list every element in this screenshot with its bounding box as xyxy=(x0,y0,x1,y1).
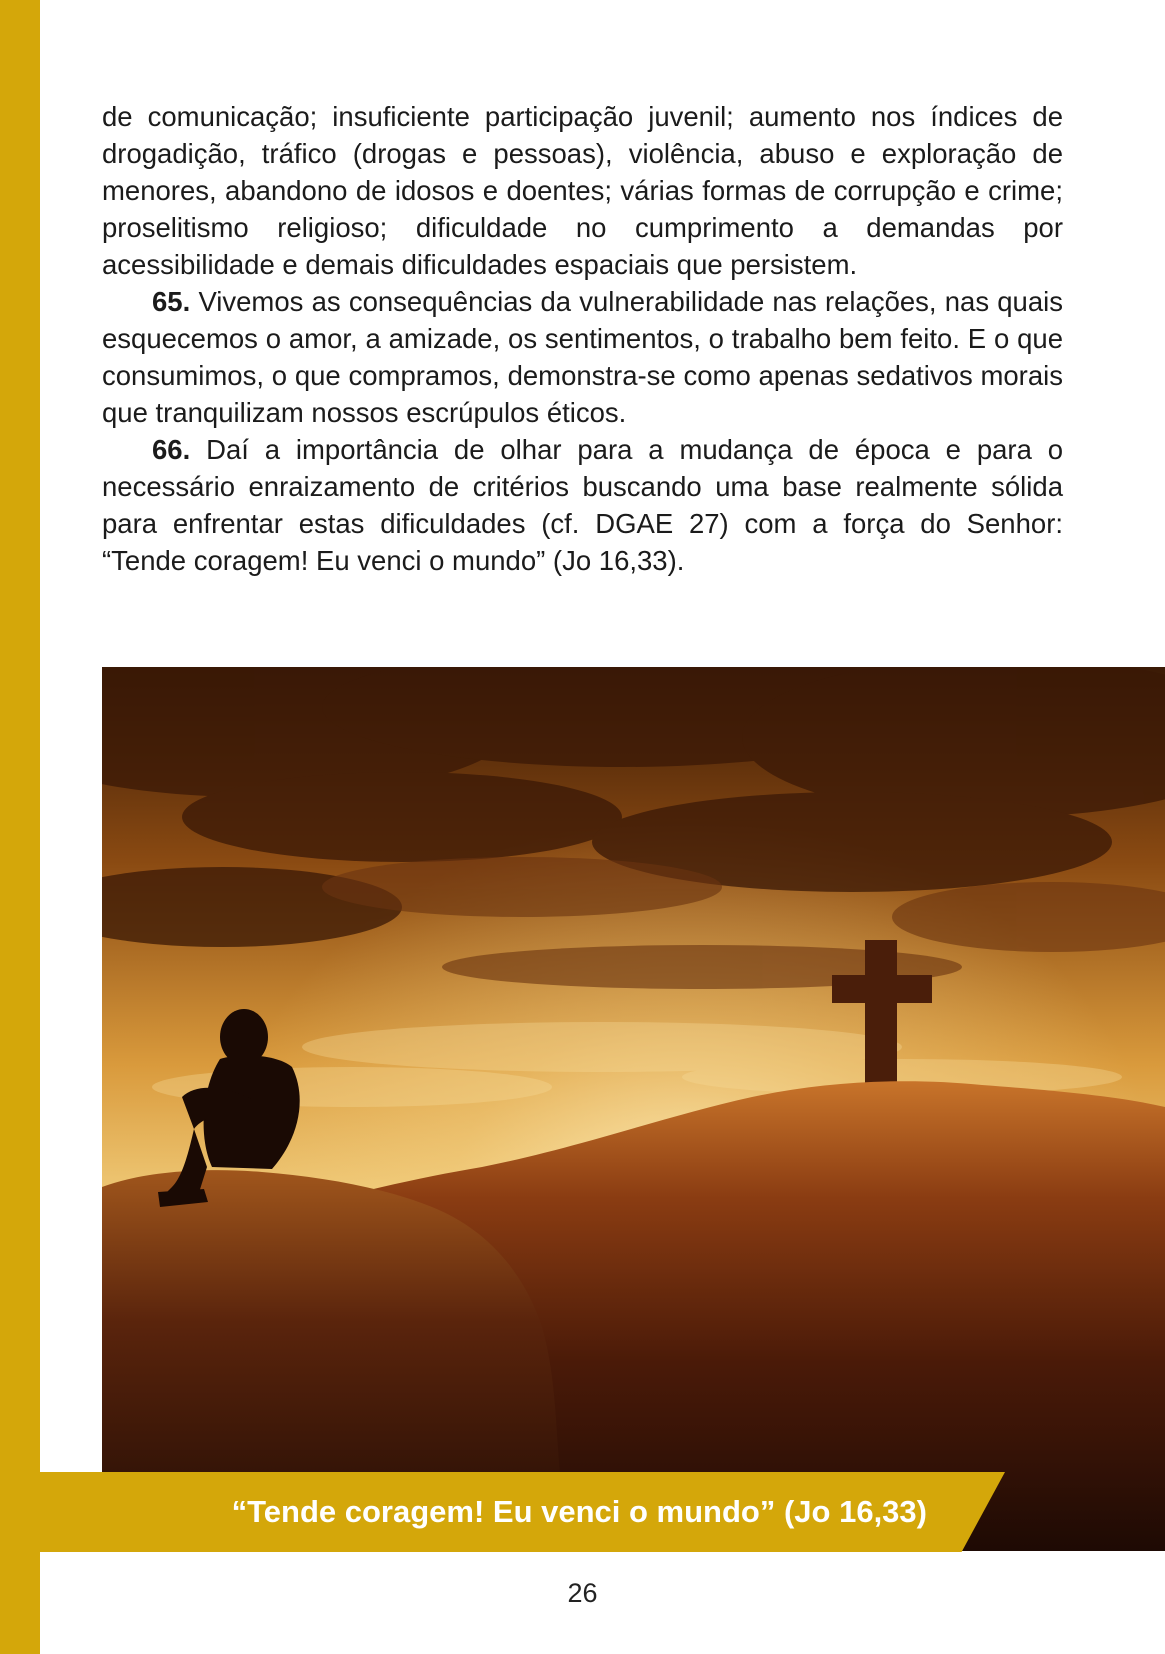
paragraph-number: 66. xyxy=(152,434,191,465)
continuation-paragraph: de comunicação; insuficiente participação juvenil; aumento nos índices de drogadição, tráfico (drogas e pessoas), violência, abuso e exploração de menores, abandono de idosos e doentes; várias formas de corrupção e crime; proselitismo religioso; dificuldade no cumprimento a demandas por acessibilidade e demais dificuldades espaciais que persistem. xyxy=(102,101,1063,280)
image-caption: “Tende coragem! Eu venci o mundo” (Jo 16,33) xyxy=(231,1494,927,1529)
paragraph-66 xyxy=(102,431,1063,579)
paragraph-number: 65. xyxy=(152,286,191,317)
body-text xyxy=(102,98,1063,579)
page-number: 26 xyxy=(567,1578,598,1608)
paragraph-text: Vivemos as consequências da vulnerabilidade nas relações, nas quais esquecemos o amor, a amizade, os sentimentos, o trabalho bem feito. E o que consumimos, o que compramos, demonstra-se como apenas sedativos morais que tranquilizam nossos escrúpulos éticos. xyxy=(102,286,1064,428)
sunset-illustration xyxy=(102,667,1165,1551)
paragraph-65 xyxy=(102,283,1063,431)
side-accent-bar xyxy=(0,0,40,1654)
photo-person-sitting-cross-sunset xyxy=(102,667,1165,1551)
paragraph-text: Daí a importância de olhar para a mudança de época e para o necessário enraizamento de critérios buscando uma base realmente sólida para enfrentar estas dificuldades (cf. DGAE 27) com a força do Senhor: “Tende coragem! Eu venci o mundo” (Jo 16,33). xyxy=(102,434,1064,576)
